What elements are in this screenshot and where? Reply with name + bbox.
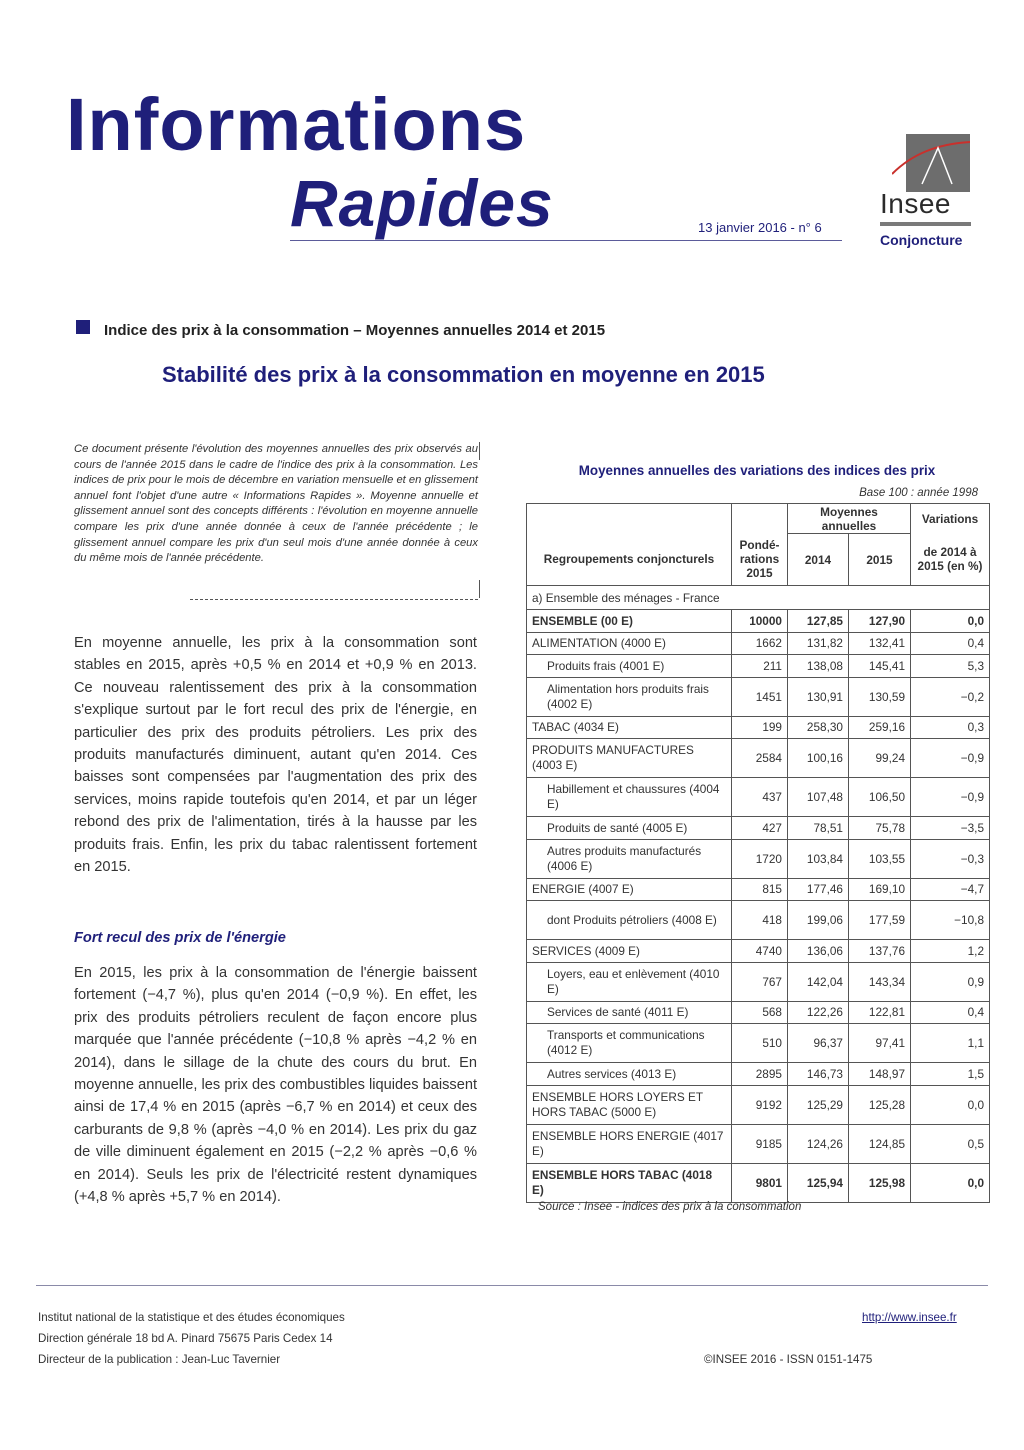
- row-value-2014: 199,06: [788, 901, 849, 940]
- row-label: ALIMENTATION (4000 E): [527, 632, 732, 655]
- row-value-2014: 177,46: [788, 878, 849, 901]
- insee-logo-word: Insee: [880, 188, 951, 219]
- row-value-2015: 169,10: [849, 878, 911, 901]
- price-index-table: [526, 503, 990, 1203]
- row-label: dont Produits pétroliers (4008 E): [527, 901, 732, 940]
- row-weight: 9192: [732, 1085, 788, 1124]
- row-label: Autres services (4013 E): [527, 1063, 732, 1086]
- table-row: [527, 1163, 990, 1202]
- table-row: [527, 817, 990, 840]
- row-label: Services de santé (4011 E): [527, 1001, 732, 1024]
- row-weight: 1720: [732, 839, 788, 878]
- table-header-variations: Variations: [911, 504, 990, 534]
- table-row: [527, 1124, 990, 1163]
- row-label: Transports et communications (4012 E): [527, 1024, 732, 1063]
- row-label: ENERGIE (4007 E): [527, 878, 732, 901]
- table-header-weights: Pondé-rations 2015: [732, 534, 788, 586]
- intro-frame-top: [479, 442, 480, 460]
- row-value-2015: 177,59: [849, 901, 911, 940]
- table-row: [527, 739, 990, 778]
- intro-frame-dashed-rule: [190, 599, 478, 600]
- row-value-2015: 137,76: [849, 940, 911, 963]
- row-label: ENSEMBLE (00 E): [527, 610, 732, 633]
- body-paragraph-2: En 2015, les prix à la consommation de l'énergie baissent fortement (−4,7 %), plus qu'en 2014 (−0,9 %). En effet, les prix des produits pétroliers reculent de façon encore plus marquée que l'année précédente (−10,8 % après −4,2 % en 2014), dans le sillage de la chute des cours du brut. En moyenne annuelle, les prix des combustibles liquides baissent ainsi de 17,4 % en 2015 (après −6,7 % en 2014) et ceux des carburants de 9,8 % (après −4,0 % en 2014). Les prix du gaz de ville diminuent également en 2015 (−2,2 % après −0,6 % en 2014). Seuls les prix de l'électricité restent dynamiques (+4,8 % après +5,7 % en 2014).: [74, 965, 477, 1206]
- table-row: [527, 940, 990, 963]
- row-value-2014: 78,51: [788, 817, 849, 840]
- row-value-2014: 258,30: [788, 716, 849, 739]
- row-label: TABAC (4034 E): [527, 716, 732, 739]
- row-label: Habillement et chaussures (4004 E): [527, 778, 732, 817]
- logo-tagline-bar: [880, 222, 971, 226]
- row-change: 0,0: [911, 1163, 990, 1202]
- table-row: [527, 716, 990, 739]
- table-header-2014: 2014: [788, 534, 849, 586]
- row-change: 0,9: [911, 962, 990, 1001]
- table-row: [527, 1001, 990, 1024]
- row-value-2015: 143,34: [849, 962, 911, 1001]
- table-header-2015: 2015: [849, 534, 911, 586]
- row-value-2015: 148,97: [849, 1063, 911, 1086]
- intro-note: Ce document présente l'évolution des moyennes annuelles des prix observés au cours de l'année 2015 dans le cadre de l'indice des prix à la consommation. Les indices de prix pour le mois de décembre en variation mensuelle et en glissement annuel font l'objet d'une autre « Informations Rapides ». Moyenne annuelle et glissement annuel sont des concepts différents : l'évolution en moyenne annuelle compare les prix d'une année donnée à ceux de l'année précédente ; le glissement annuel compare les prix d'un seul mois d'une année donnée à ceux du même mois de l'année précédente.: [74, 443, 478, 565]
- row-label: ENSEMBLE HORS LOYERS ET HORS TABAC (5000 E): [527, 1085, 732, 1124]
- row-weight: 1451: [732, 677, 788, 716]
- row-weight: 1662: [732, 632, 788, 655]
- row-change: 1,1: [911, 1024, 990, 1063]
- row-value-2014: 127,85: [788, 610, 849, 633]
- row-change: −0,2: [911, 677, 990, 716]
- table-header-empty: [732, 504, 788, 534]
- table-header-variation-period: de 2014 à 2015 (en %): [911, 534, 990, 586]
- row-weight: 418: [732, 901, 788, 940]
- row-value-2015: 145,41: [849, 655, 911, 678]
- row-weight: 10000: [732, 610, 788, 633]
- row-value-2014: 130,91: [788, 677, 849, 716]
- row-change: 0,3: [911, 716, 990, 739]
- row-value-2014: 96,37: [788, 1024, 849, 1063]
- section-heading: Fort recul des prix de l'énergie: [74, 930, 286, 946]
- table-row: [527, 1085, 990, 1124]
- row-weight: 437: [732, 778, 788, 817]
- table-row: [527, 632, 990, 655]
- insee-logo-icon: [892, 134, 970, 192]
- row-weight: 2895: [732, 1063, 788, 1086]
- row-change: 0,4: [911, 1001, 990, 1024]
- row-value-2015: 97,41: [849, 1024, 911, 1063]
- row-change: −10,8: [911, 901, 990, 940]
- row-label: Autres produits manufacturés (4006 E): [527, 839, 732, 878]
- row-value-2015: 130,59: [849, 677, 911, 716]
- row-value-2014: 107,48: [788, 778, 849, 817]
- row-weight: 9185: [732, 1124, 788, 1163]
- publication-title-line2: Rapides: [290, 166, 554, 240]
- row-value-2014: 136,06: [788, 940, 849, 963]
- table-row: [527, 610, 990, 633]
- row-weight: 4740: [732, 940, 788, 963]
- footer-website-link[interactable]: http://www.insee.fr: [862, 1311, 957, 1324]
- row-label: Produits frais (4001 E): [527, 655, 732, 678]
- row-value-2014: 125,94: [788, 1163, 849, 1202]
- footer-address: Direction générale 18 bd A. Pinard 75675 Paris Cedex 14: [38, 1332, 333, 1345]
- row-change: −0,9: [911, 739, 990, 778]
- table-row: [527, 839, 990, 878]
- row-value-2014: 146,73: [788, 1063, 849, 1086]
- row-change: 1,5: [911, 1063, 990, 1086]
- table-section-label: a) Ensemble des ménages - France: [527, 586, 990, 610]
- footer-copyright: ©INSEE 2016 - ISSN 0151-1475: [704, 1353, 873, 1366]
- footer-institution: Institut national de la statistique et des études économiques: [38, 1311, 345, 1324]
- logo-subtitle: Conjoncture: [880, 232, 963, 248]
- table-row: [527, 778, 990, 817]
- row-value-2015: 125,98: [849, 1163, 911, 1202]
- row-weight: 211: [732, 655, 788, 678]
- row-label: SERVICES (4009 E): [527, 940, 732, 963]
- table-row: [527, 1063, 990, 1086]
- footer-rule: [36, 1285, 988, 1286]
- row-label: Alimentation hors produits frais (4002 E): [527, 677, 732, 716]
- row-value-2015: 99,24: [849, 739, 911, 778]
- row-value-2015: 125,28: [849, 1085, 911, 1124]
- row-label: PRODUITS MANUFACTURES (4003 E): [527, 739, 732, 778]
- table-row: [527, 1024, 990, 1063]
- footer-director: Directeur de la publication : Jean-Luc Tavernier: [38, 1353, 281, 1366]
- row-value-2014: 125,29: [788, 1085, 849, 1124]
- row-value-2014: 100,16: [788, 739, 849, 778]
- row-change: 1,2: [911, 940, 990, 963]
- row-value-2014: 124,26: [788, 1124, 849, 1163]
- row-value-2015: 124,85: [849, 1124, 911, 1163]
- row-change: 5,3: [911, 655, 990, 678]
- row-change: −0,9: [911, 778, 990, 817]
- table-row: [527, 655, 990, 678]
- row-weight: 815: [732, 878, 788, 901]
- row-value-2014: 142,04: [788, 962, 849, 1001]
- table-header-averages: Moyennes annuelles: [788, 504, 911, 534]
- row-weight: 510: [732, 1024, 788, 1063]
- row-value-2015: 259,16: [849, 716, 911, 739]
- headline: Stabilité des prix à la consommation en moyenne en 2015: [162, 362, 765, 387]
- masthead-rule: [290, 240, 842, 241]
- intro-frame-bottom: [479, 580, 480, 598]
- row-weight: 199: [732, 716, 788, 739]
- row-weight: 767: [732, 962, 788, 1001]
- row-value-2015: 127,90: [849, 610, 911, 633]
- table-header-empty: [527, 504, 732, 534]
- table-row: [527, 962, 990, 1001]
- row-weight: 427: [732, 817, 788, 840]
- subject-bullet-icon: [76, 320, 90, 334]
- table-row: [527, 901, 990, 940]
- table-row: [527, 878, 990, 901]
- row-change: −3,5: [911, 817, 990, 840]
- row-label: Produits de santé (4005 E): [527, 817, 732, 840]
- table-header-groups: Regroupements conjoncturels: [527, 534, 732, 586]
- row-value-2014: 103,84: [788, 839, 849, 878]
- subject-line: Indice des prix à la consommation – Moyennes annuelles 2014 et 2015: [104, 322, 606, 339]
- row-weight: 568: [732, 1001, 788, 1024]
- table-source: Source : Insee - indices des prix à la consommation: [538, 1201, 802, 1213]
- issue-date: 13 janvier 2016 - n° 6: [698, 220, 822, 235]
- row-value-2015: 122,81: [849, 1001, 911, 1024]
- row-label: ENSEMBLE HORS ENERGIE (4017 E): [527, 1124, 732, 1163]
- row-change: 0,4: [911, 632, 990, 655]
- table-title: Moyennes annuelles des variations des indices des prix: [578, 463, 936, 478]
- row-label: Loyers, eau et enlèvement (4010 E): [527, 962, 732, 1001]
- row-value-2015: 75,78: [849, 817, 911, 840]
- body-paragraph-1: En moyenne annuelle, les prix à la consommation sont stables en 2015, après +0,5 % en 2014 et +0,9 % en 2013. Ce nouveau ralentissement des prix à la consommation s'explique surtout par le fort recul des prix de l'énergie, en particulier des prix des produits pétroliers. Les prix des produits manufacturés diminuent, autant qu'en 2014. Ces baisses sont compensées par l'augmentation des prix des services, moins rapide toutefois qu'en 2014, et par un léger rebond des prix de l'alimentation, tirés à la hausse par les produits frais. Enfin, les prix du tabac ralentissent fortement en 2015.: [74, 635, 477, 876]
- row-label: ENSEMBLE HORS TABAC (4018 E): [527, 1163, 732, 1202]
- row-value-2014: 138,08: [788, 655, 849, 678]
- row-change: −4,7: [911, 878, 990, 901]
- row-change: 0,0: [911, 1085, 990, 1124]
- row-change: 0,0: [911, 610, 990, 633]
- row-value-2015: 103,55: [849, 839, 911, 878]
- row-change: −0,3: [911, 839, 990, 878]
- row-value-2014: 122,26: [788, 1001, 849, 1024]
- row-value-2015: 106,50: [849, 778, 911, 817]
- table-row: [527, 677, 990, 716]
- row-change: 0,5: [911, 1124, 990, 1163]
- row-value-2014: 131,82: [788, 632, 849, 655]
- table-base-note: Base 100 : année 1998: [859, 487, 978, 499]
- row-weight: 9801: [732, 1163, 788, 1202]
- row-weight: 2584: [732, 739, 788, 778]
- row-value-2015: 132,41: [849, 632, 911, 655]
- publication-title-line1: Informations: [66, 83, 527, 166]
